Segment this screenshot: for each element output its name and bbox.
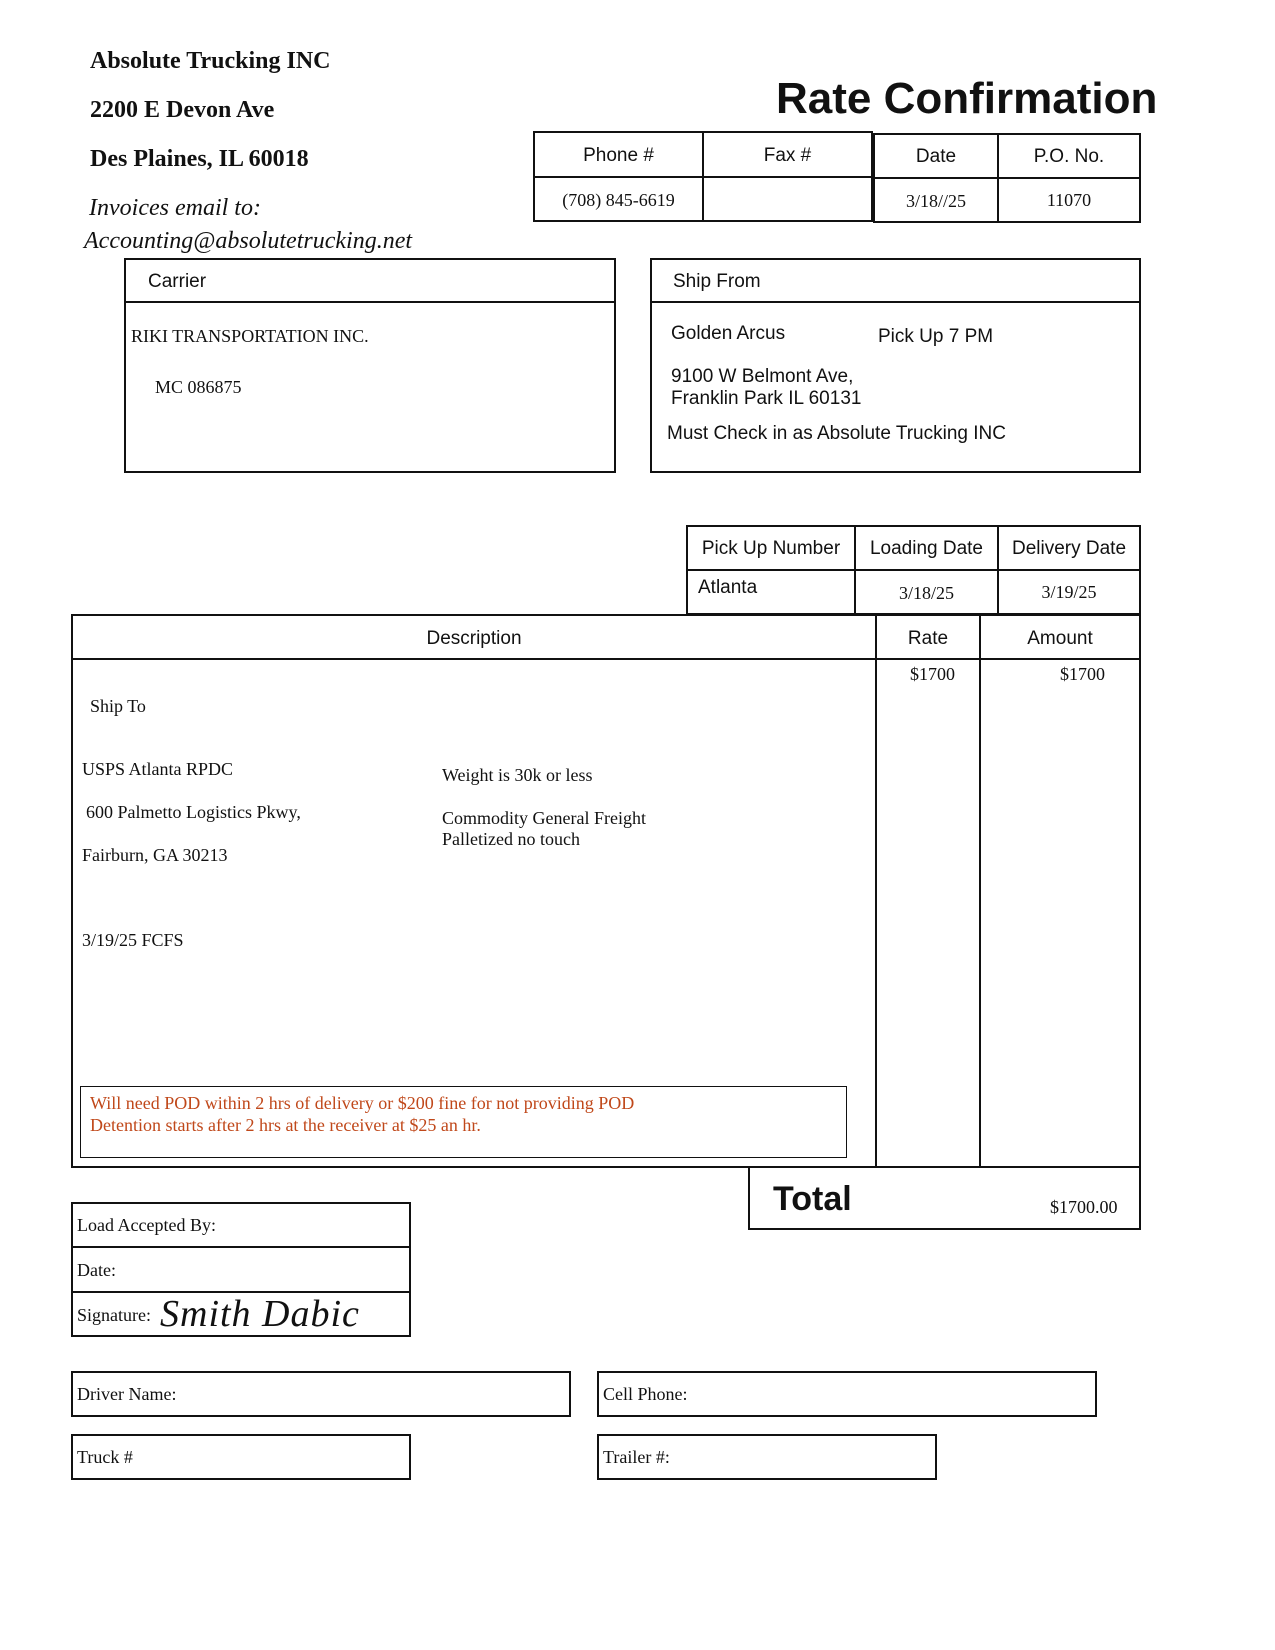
po-label: P.O. No. [1033,146,1105,167]
ship-to-address-line2: Fairburn, GA 30213 [82,845,228,865]
loading-date-label: Loading Date [869,538,984,559]
ship-from-checkin-note: Must Check in as Absolute Trucking INC [667,423,1006,444]
load-accepted-by-label: Load Accepted By: [77,1215,216,1235]
rate-value: $1700 [910,664,955,684]
phone-label: Phone # [583,145,654,166]
date-value: 3/18//25 [905,191,966,211]
carrier-name: RIKI TRANSPORTATION INC. [131,326,369,346]
ship-from-pickup-time: Pick Up 7 PM [878,326,994,347]
pickup-number-value: Atlanta [698,577,758,598]
rate-label: Rate [907,628,949,649]
weight-note: Weight is 30k or less [442,765,593,785]
delivery-date-label: Delivery Date [1011,538,1127,559]
ship-from-box-divider [650,301,1141,303]
document-title: Rate Confirmation [776,74,1158,123]
company-address-line1: 2200 E Devon Ave [90,97,275,123]
commodity-note: Commodity General Freight [442,808,646,828]
rate-amount-separator [979,614,981,1168]
meta-box-divider [873,177,1141,179]
ship-from-address-line2: Franklin Park IL 60131 [671,388,862,409]
delivery-date-value: 3/19/25 [1041,582,1097,602]
ship-to-label: Ship To [90,696,146,716]
load-info-divider [686,569,1141,571]
ship-to-name: USPS Atlanta RPDC [82,759,234,779]
amount-value: $1700 [1060,664,1105,684]
handling-note: Palletized no touch [442,829,580,849]
fax-label: Fax # [763,145,812,166]
carrier-label: Carrier [148,271,207,292]
acceptance-divider-1 [71,1246,411,1248]
total-label: Total [773,1180,852,1218]
phone-value: (708) 845-6619 [562,190,675,210]
ship-to-address-line1: 600 Palmetto Logistics Pkwy, [86,802,301,822]
truck-number-label: Truck # [77,1447,133,1467]
company-address-line2: Des Plaines, IL 60018 [90,146,309,172]
carrier-mc: MC 086875 [155,377,242,397]
loading-date-value: 3/18/25 [898,583,954,603]
trailer-number-label: Trailer #: [603,1447,670,1467]
po-value: 11070 [1046,190,1092,210]
invoice-email: Accounting@absolutetrucking.net [84,228,413,254]
ship-from-name: Golden Arcus [671,323,786,344]
delivery-appointment: 3/19/25 FCFS [82,930,184,950]
total-value: $1700.00 [1050,1197,1118,1217]
pickup-number-label: Pick Up Number [701,538,841,559]
detention-notice: Detention starts after 2 hrs at the receiver at $25 an hr. [90,1115,481,1135]
ship-from-address-line1: 9100 W Belmont Ave, [671,366,854,387]
company-name: Absolute Trucking INC [90,48,331,74]
invoice-email-label: Invoices email to: [89,195,261,221]
date-label: Date [915,146,957,167]
driver-name-label: Driver Name: [77,1384,177,1404]
cell-phone-label: Cell Phone: [603,1384,688,1404]
description-label: Description [426,628,522,649]
amount-label: Amount [1027,628,1093,649]
acceptance-date-label: Date: [77,1260,116,1280]
signature-label: Signature: [77,1305,151,1325]
pod-notice: Will need POD within 2 hrs of delivery or $200 fine for not providing POD [90,1093,635,1113]
ship-from-label: Ship From [673,271,761,292]
signature-image: Smith Dabic [160,1293,360,1335]
description-rate-separator [875,614,877,1168]
carrier-box-divider [124,301,616,303]
